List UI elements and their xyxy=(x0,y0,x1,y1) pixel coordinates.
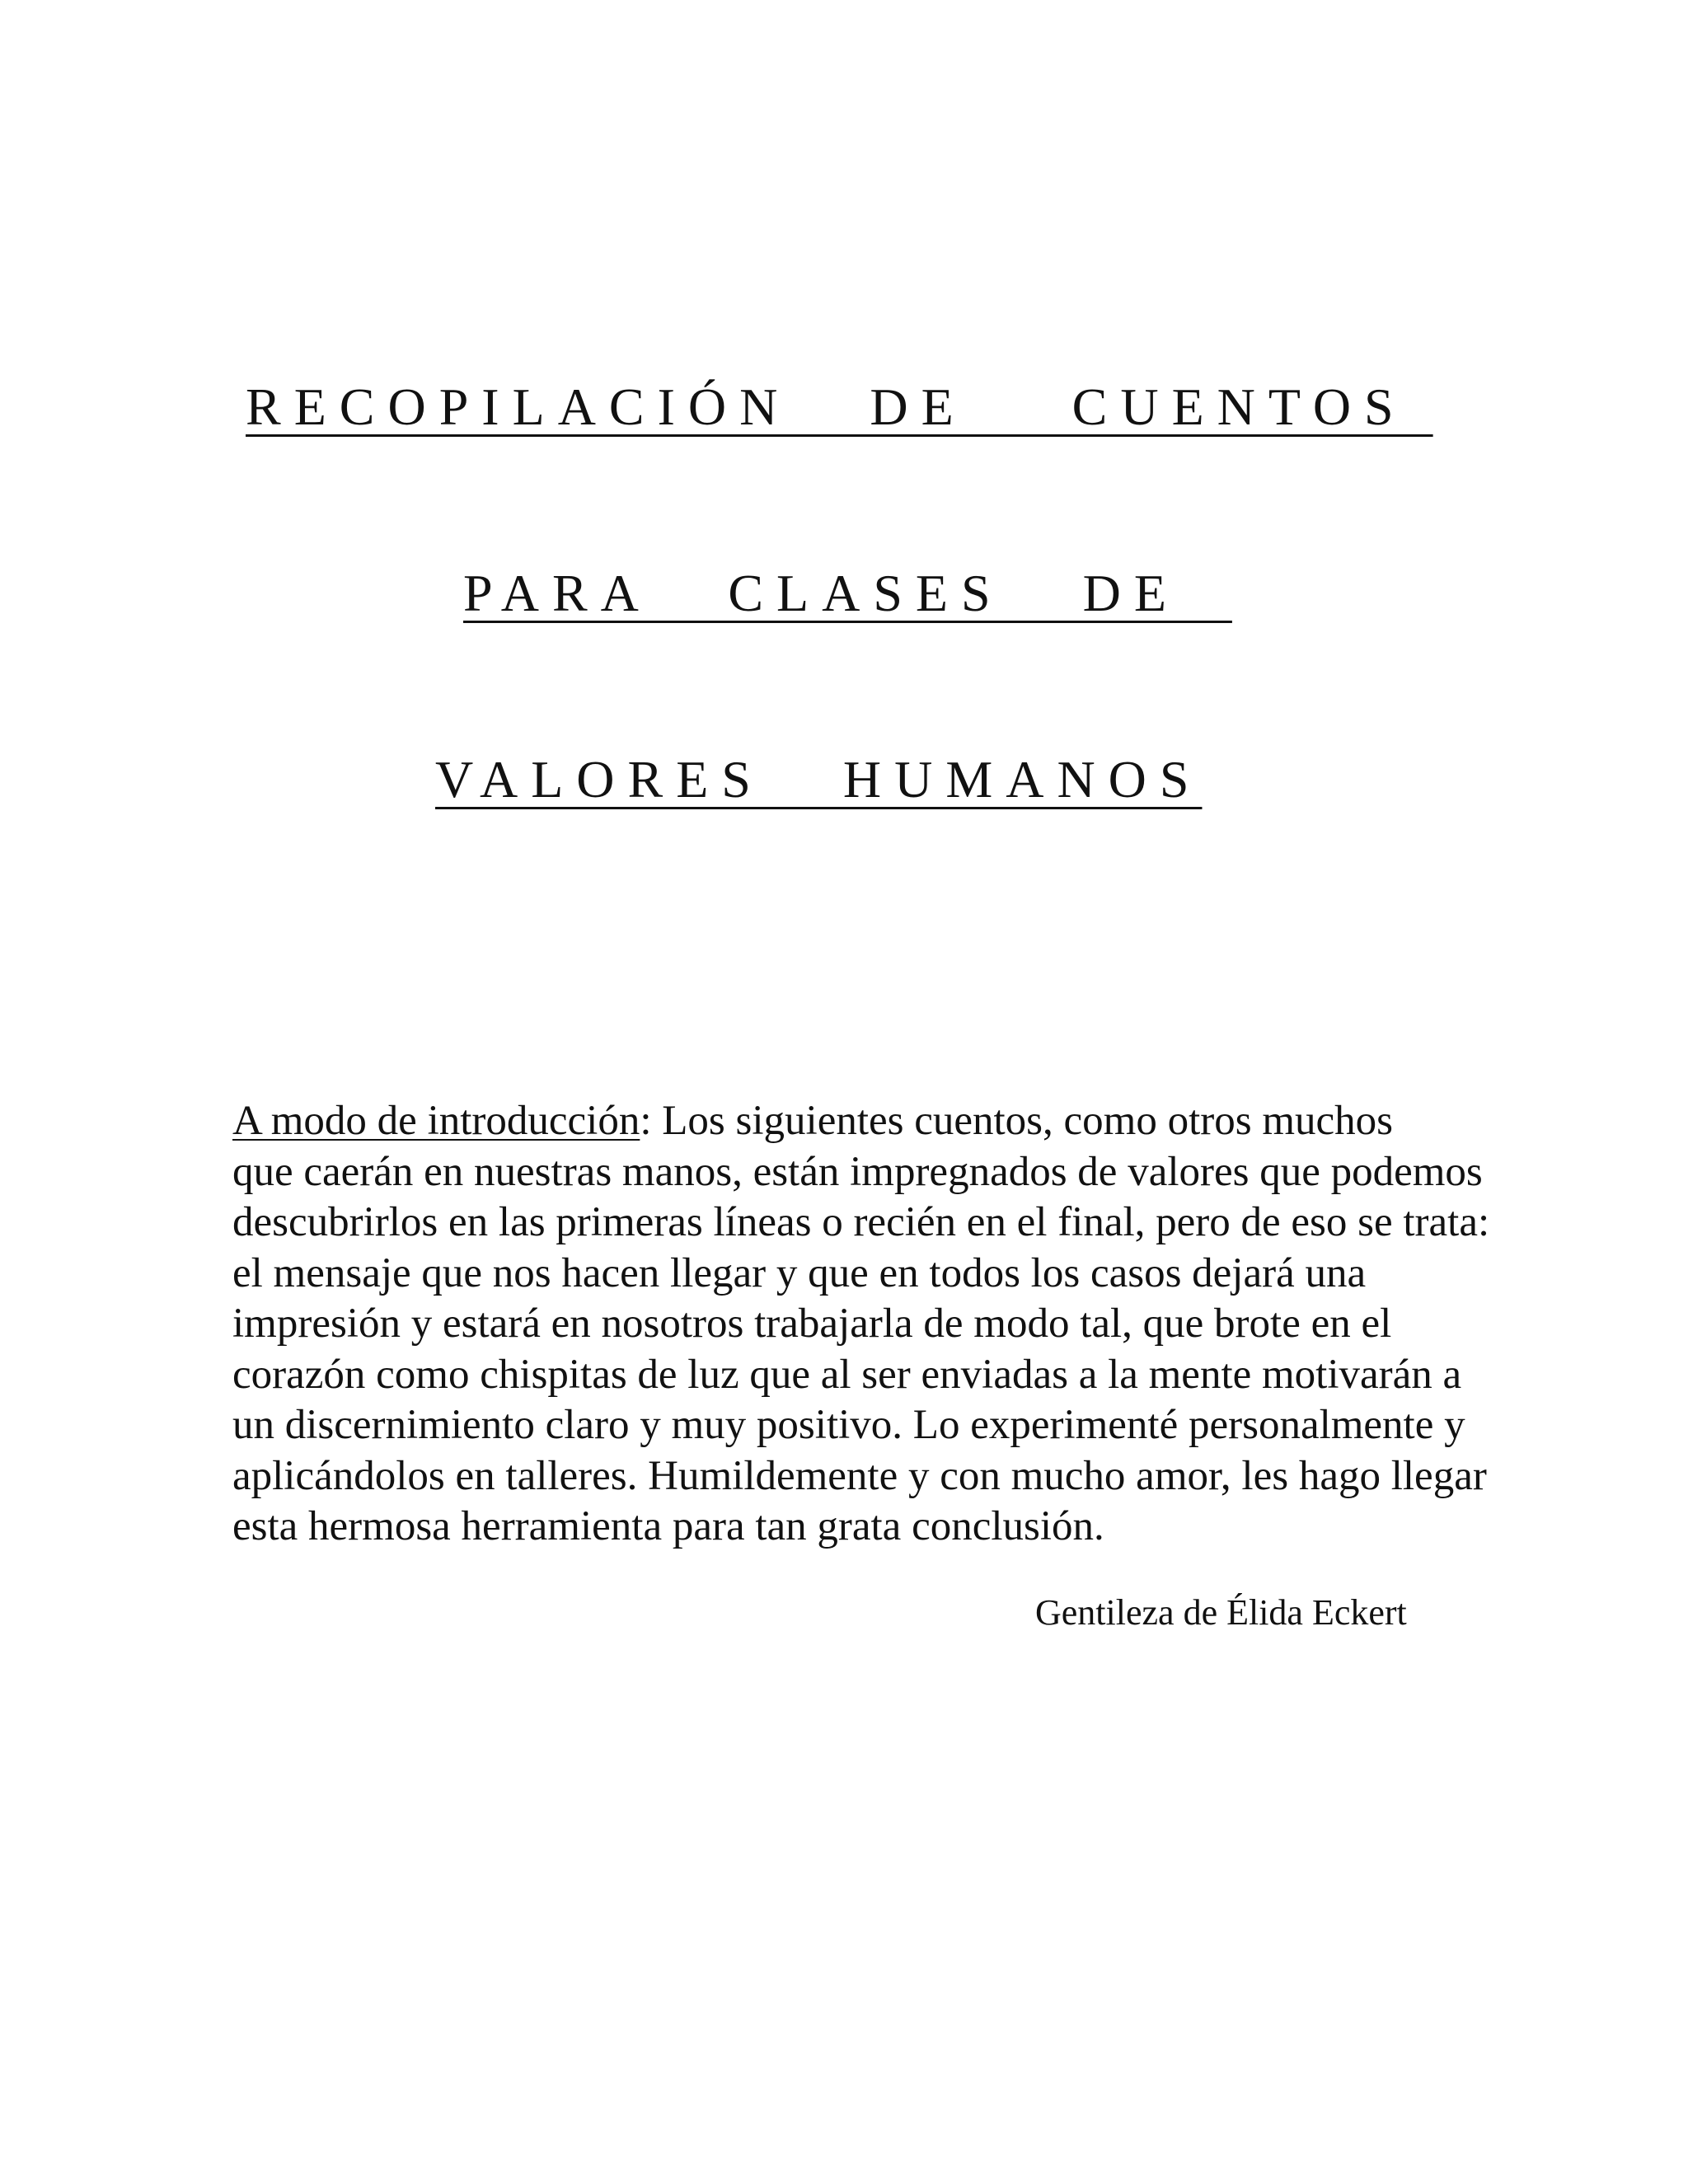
signature: Gentileza de Élida Eckert xyxy=(1035,1592,1407,1633)
title-line-2: PARA CLASES DE xyxy=(463,564,1232,622)
introduction-paragraph xyxy=(232,1096,1551,1553)
title-line-1: RECOPILACIÓN DE CUENTOS xyxy=(246,377,1433,436)
introduction-separator: : xyxy=(640,1098,663,1144)
title-line-3: VALORES HUMANOS xyxy=(435,750,1203,808)
introduction-text: Los siguientes cuentos, como otros muchos que caerán en nuestras manos, están impregnados de valores que podemos descubrirlos en las primeras líneas o recién en el final, pero de eso se trata: el mensaje que nos hacen llegar y que en todos los casos dejará una impresión y estará en nosotros trabajarla de modo tal, que brote en el corazón como chispitas de luz que al ser enviadas a la mente motivarán a un discernimiento claro y muy positivo. Lo experimenté personalmente y aplicándolos en talleres. Humildemente y con mucho amor, les hago llegar esta hermosa herramienta para tan grata conclusión. xyxy=(232,1098,1490,1549)
introduction-label: A modo de introducción xyxy=(232,1098,640,1144)
